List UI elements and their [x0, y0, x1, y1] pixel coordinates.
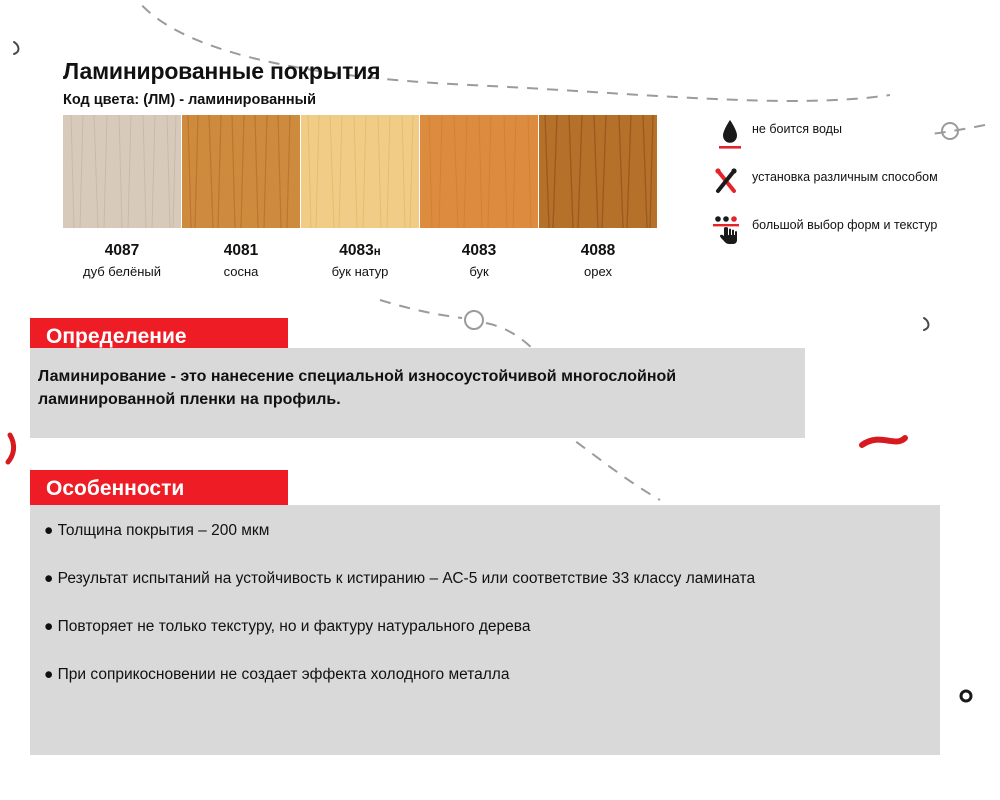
hand-pointer-icon	[712, 214, 752, 248]
water-drop-icon	[712, 118, 752, 152]
color-swatch-list	[63, 115, 658, 279]
swatch-name: дуб белёный	[83, 264, 161, 279]
swatch-item[interactable]	[182, 115, 300, 279]
tools-icon	[712, 166, 752, 200]
swatch-item[interactable]	[63, 115, 181, 279]
feature-item	[712, 214, 962, 248]
swatch-name: сосна	[223, 264, 259, 279]
page-subtitle: Код цвета: (ЛМ) - ламинированный	[63, 92, 316, 108]
specs-section-label: Особенности	[30, 470, 288, 506]
definition-section-label: Определение	[30, 318, 288, 354]
swatch-chip	[301, 115, 419, 228]
swatch-chip	[420, 115, 538, 228]
swatch-code: 4088	[580, 242, 616, 259]
list-item: ● Повторяет не только текстуру, но и фактуру натурального дерева	[44, 618, 531, 635]
swatch-chip	[63, 115, 181, 228]
swatch-name: орех	[584, 264, 612, 279]
swatch-name: бук	[469, 264, 489, 279]
feature-item	[712, 166, 962, 200]
swatch-name: бук натур	[331, 264, 389, 279]
definition-text: Ламинирование - это нанесение специальной износоустойчивой многослойной ламинированной пленки на профиль.	[38, 368, 677, 408]
swatch-item[interactable]	[420, 115, 538, 279]
page-title: Ламинированные покрытия	[63, 58, 381, 84]
swatch-item[interactable]	[301, 115, 419, 279]
specs-list	[44, 520, 924, 712]
swatch-code: 4083н	[339, 242, 381, 259]
feature-label: установка различным способом	[752, 170, 938, 184]
list-item: ● Результат испытаний на устойчивость к истиранию – АС-5 или соответствие 33 классу ламината	[44, 570, 756, 587]
header-block	[63, 58, 380, 108]
feature-label: не боится воды	[752, 122, 842, 136]
swatch-chip	[182, 115, 300, 228]
feature-item	[712, 118, 962, 152]
list-item: ● Толщина покрытия – 200 мкм	[44, 522, 270, 539]
swatch-item[interactable]	[539, 115, 657, 279]
swatch-code: 4083	[461, 242, 497, 259]
swatch-chip	[539, 115, 657, 228]
list-item: ● При соприкосновении не создает эффекта холодного металла	[44, 666, 510, 683]
swatch-code: 4081	[223, 242, 259, 259]
feature-list	[712, 118, 962, 262]
feature-label: большой выбор форм и текстур	[752, 218, 938, 232]
swatch-code: 4087	[104, 242, 140, 259]
